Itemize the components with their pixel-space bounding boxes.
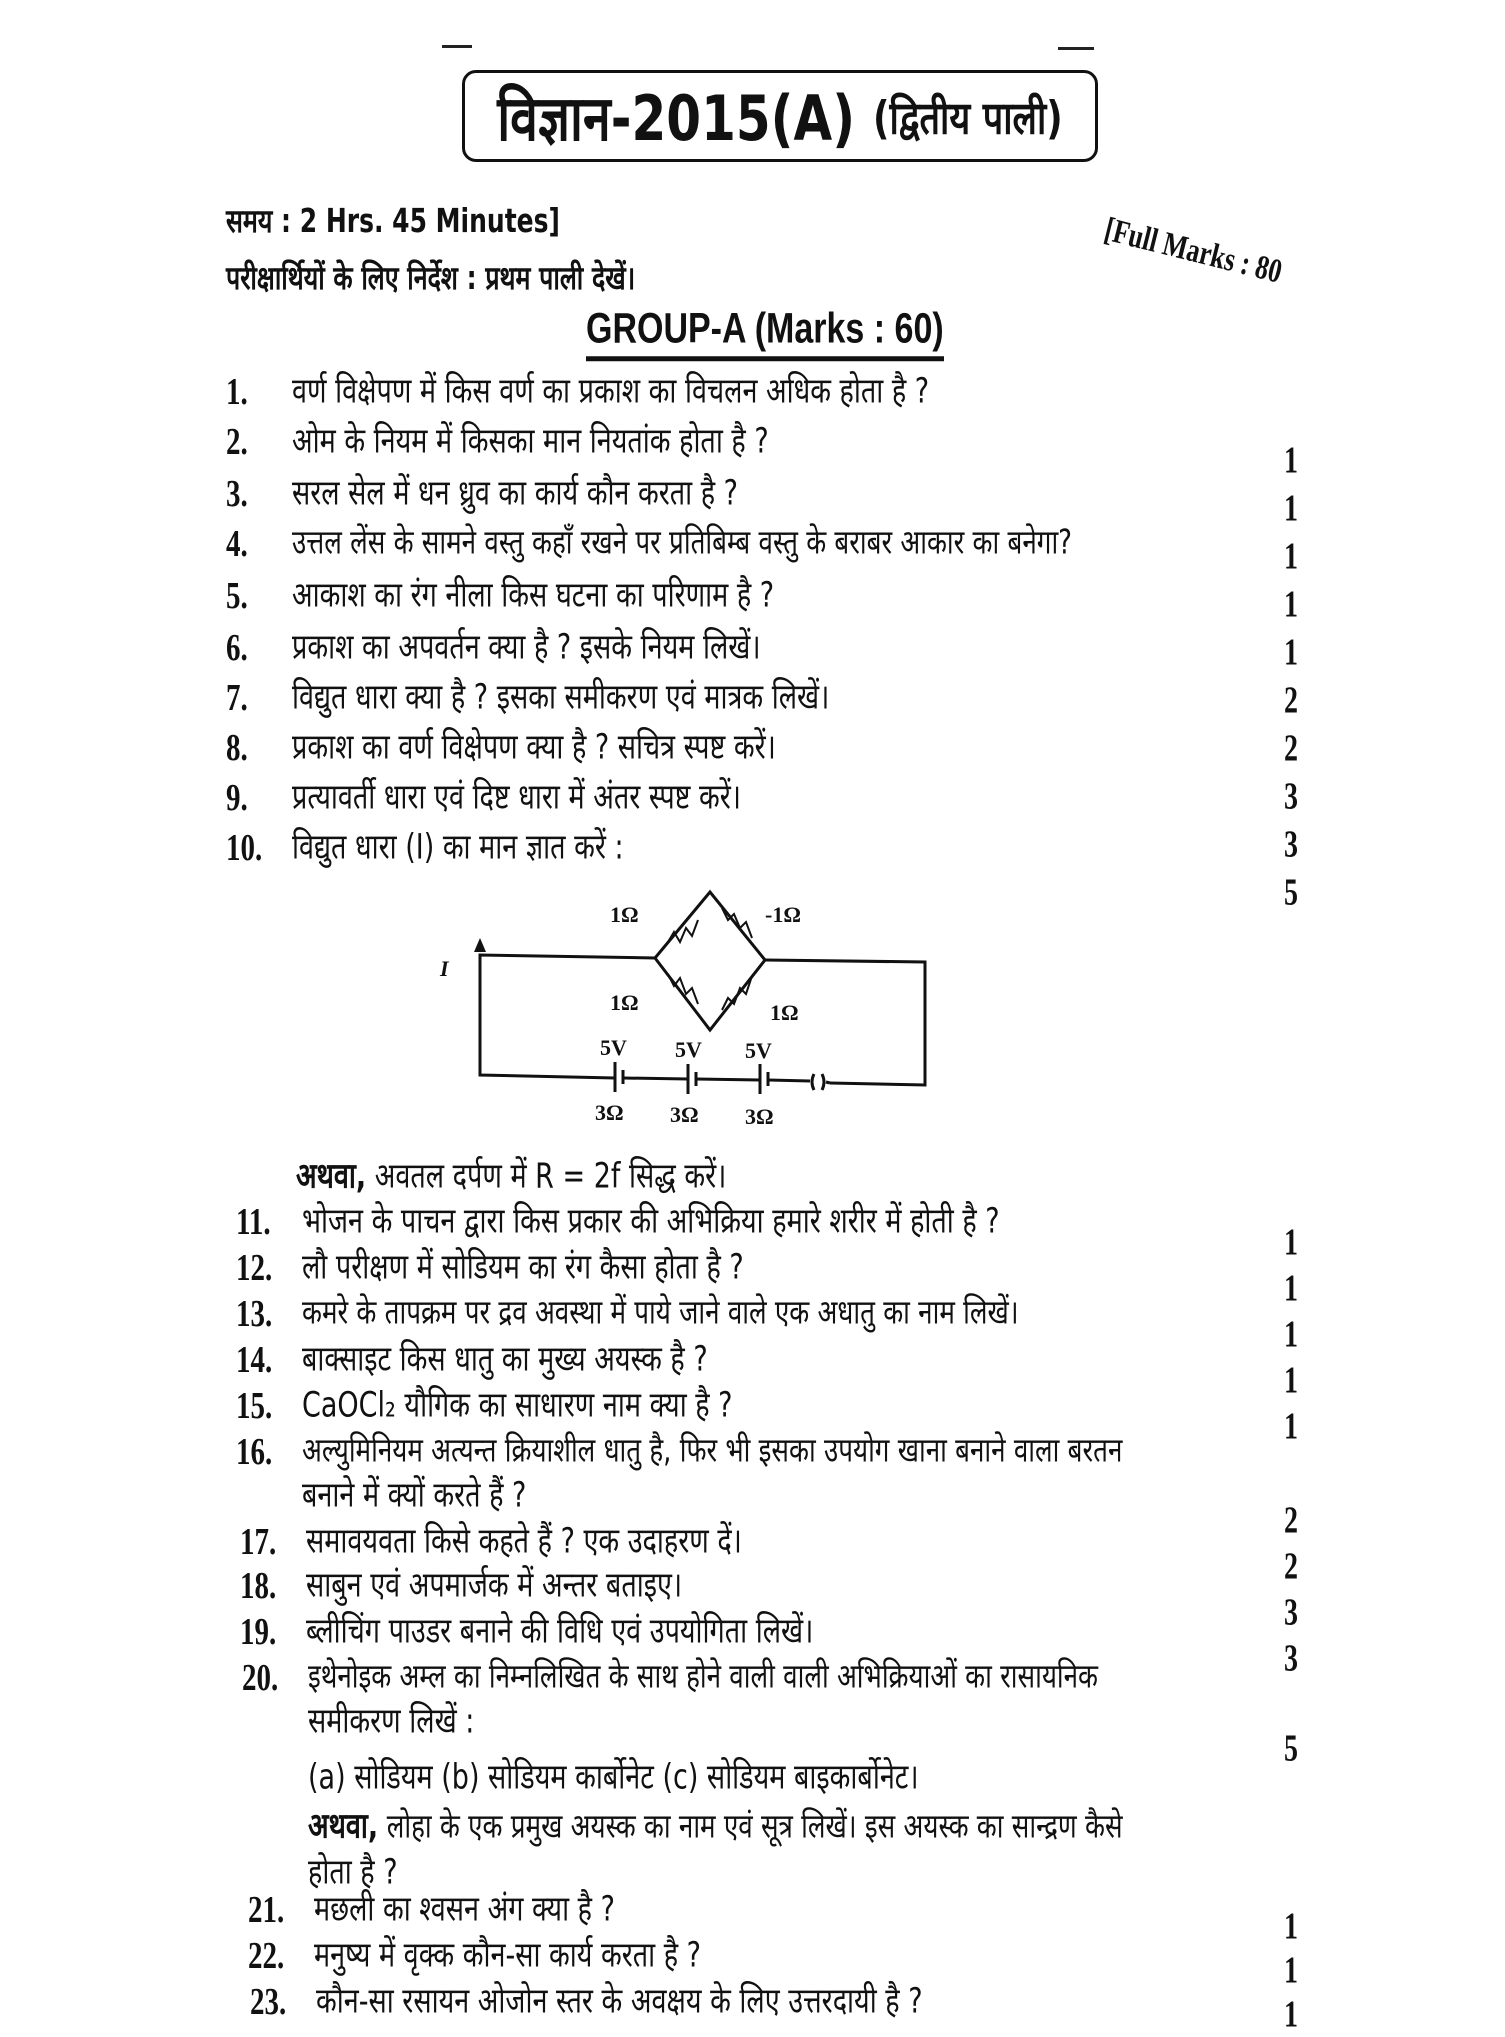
marks-value: 1 bbox=[1284, 1268, 1298, 1310]
cell-resistance: 3Ω bbox=[595, 1100, 624, 1125]
exam-time: समय : 2 Hrs. 45 Minutes] bbox=[226, 201, 560, 240]
marks-value: 1 bbox=[1284, 1950, 1298, 1992]
marks-value: 1 bbox=[1284, 488, 1298, 530]
marks-value: 2 bbox=[1284, 728, 1298, 770]
marks-value: 1 bbox=[1284, 1314, 1298, 1356]
marks-value: 2 bbox=[1284, 680, 1298, 722]
resistor-label: 1Ω bbox=[610, 902, 639, 927]
marks-value: 5 bbox=[1284, 1728, 1298, 1770]
cell-voltage: 5V bbox=[675, 1037, 702, 1062]
alternative-q20-cont: होता है ? bbox=[308, 1852, 398, 1893]
marks-value: 3 bbox=[1284, 776, 1298, 818]
marks-value: 1 bbox=[1284, 584, 1298, 626]
marks-value: 5 bbox=[1284, 872, 1298, 914]
marks-value: 2 bbox=[1284, 1500, 1298, 1542]
marks-value: 1 bbox=[1284, 536, 1298, 578]
marks-value: 1 bbox=[1284, 632, 1298, 674]
marks-value: 1 bbox=[1284, 1360, 1298, 1402]
top-rule-left bbox=[442, 45, 472, 48]
marks-value: 3 bbox=[1284, 824, 1298, 866]
circuit-diagram bbox=[430, 880, 950, 1140]
alternative-q10 bbox=[296, 1150, 726, 1198]
top-rule-right bbox=[1058, 47, 1094, 50]
resistor-label: 1Ω bbox=[610, 990, 639, 1015]
current-arrow-icon bbox=[474, 938, 486, 952]
marks-value: 1 bbox=[1284, 1222, 1298, 1264]
cell-resistance: 3Ω bbox=[745, 1104, 774, 1129]
marks-value: 2 bbox=[1284, 1546, 1298, 1588]
resistor-label: -1Ω bbox=[765, 902, 801, 927]
current-label: I bbox=[440, 956, 449, 981]
group-heading: GROUP-A (Marks : 60) bbox=[586, 305, 944, 361]
resistor-label: 1Ω bbox=[770, 1000, 799, 1025]
instructions: परीक्षार्थियों के लिए निर्देश : प्रथम पाली देखें। bbox=[226, 258, 636, 297]
paper-title-box bbox=[462, 70, 1098, 162]
alternative-q20 bbox=[308, 1800, 1123, 1848]
cell-voltage: 5V bbox=[600, 1035, 627, 1060]
marks-value: 1 bbox=[1284, 1906, 1298, 1948]
paper-shift: (द्वितीय पाली) bbox=[873, 92, 1063, 145]
marks-value: 3 bbox=[1284, 1638, 1298, 1680]
cell-resistance: 3Ω bbox=[670, 1102, 699, 1127]
alternative-label: अथवा, bbox=[296, 1156, 367, 1197]
marks-value: 3 bbox=[1284, 1592, 1298, 1634]
marks-value: 1 bbox=[1284, 1994, 1298, 2036]
paper-title: विज्ञान-2015(A) bbox=[497, 82, 856, 155]
alternative-label: अथवा, bbox=[308, 1806, 379, 1847]
marks-value: 1 bbox=[1284, 440, 1298, 482]
full-marks: [Full Marks : 80 bbox=[1100, 210, 1286, 291]
alternative-text: लोहा के एक प्रमुख अयस्क का नाम एवं सूत्र लिखें। इस अयस्क का सान्द्रण कैसे bbox=[386, 1807, 1123, 1847]
cell-voltage: 5V bbox=[745, 1038, 772, 1063]
alternative-text: अवतल दर्पण में R = 2f सिद्ध करें। bbox=[374, 1156, 727, 1197]
marks-value: 1 bbox=[1284, 1406, 1298, 1448]
